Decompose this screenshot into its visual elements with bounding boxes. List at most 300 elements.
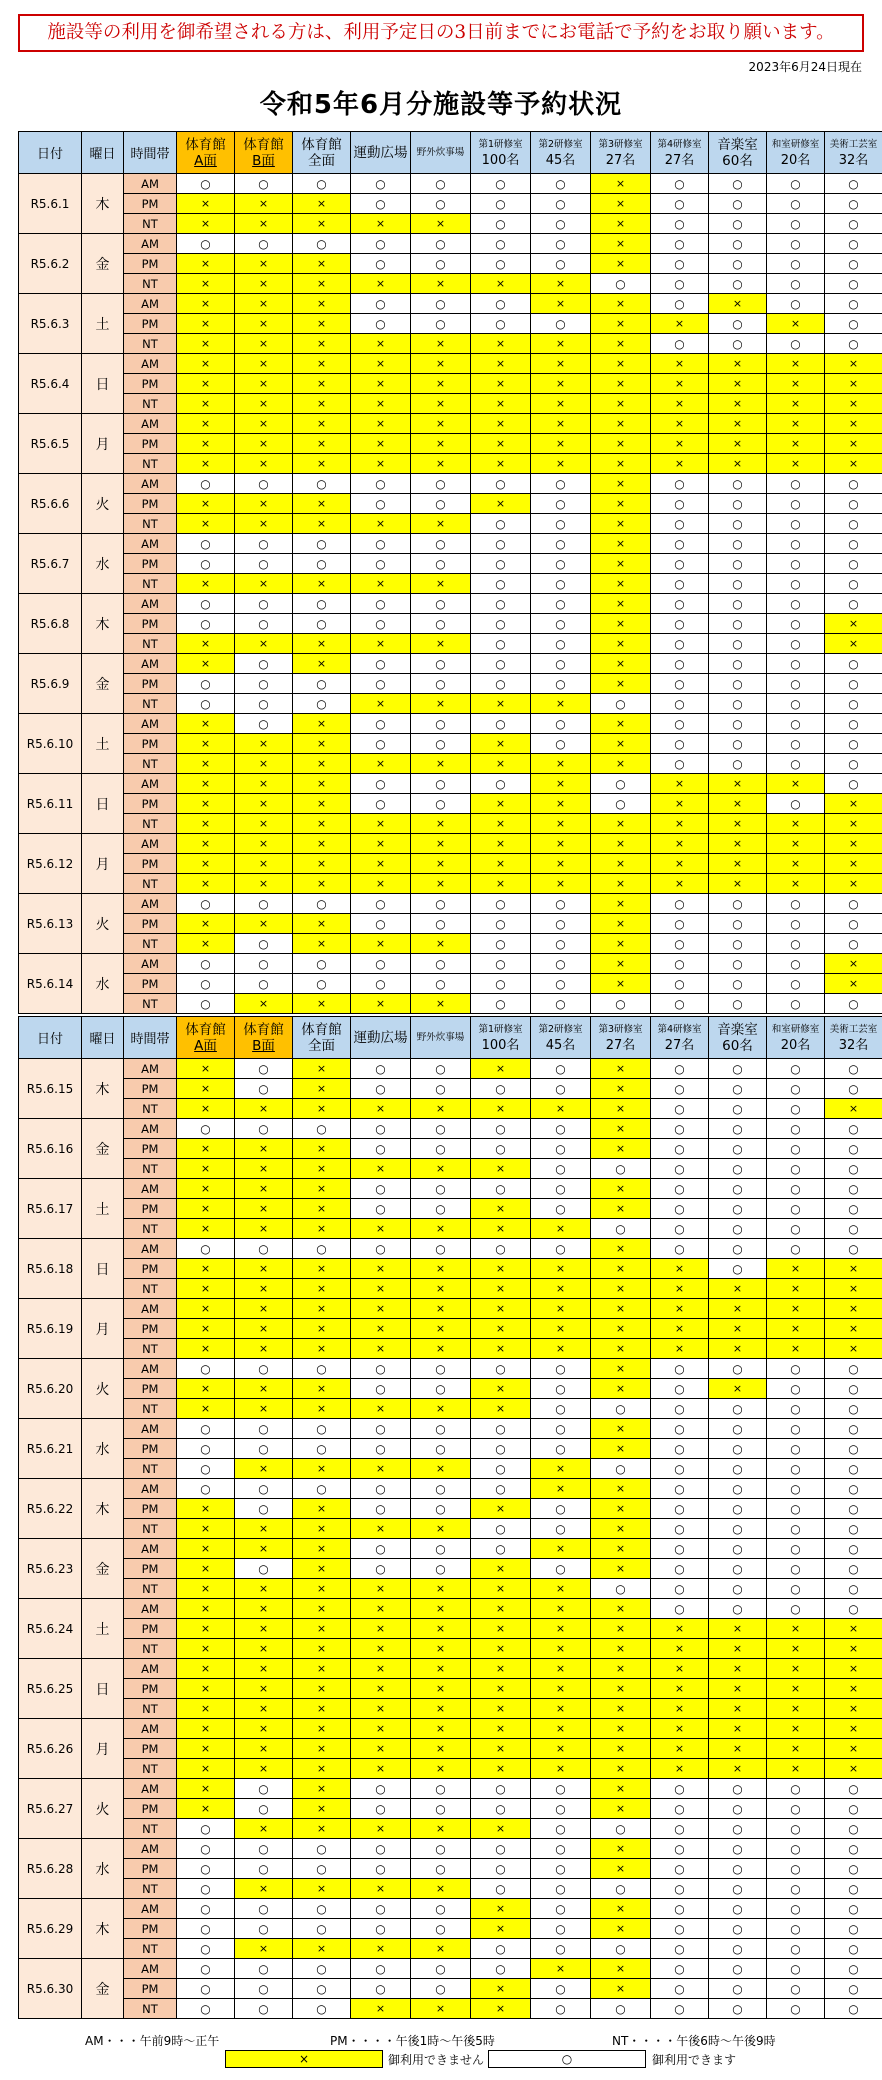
status-cell-music-room: ○ [709,1459,767,1479]
status-cell-music-room: × [709,1619,767,1639]
status-cell-art-room: ○ [825,1539,882,1559]
table-row [19,1879,882,1899]
status-cell-gym-b: ○ [235,474,293,494]
status-cell-sports-field: ○ [351,594,411,614]
status-cell-japanese-room: ○ [767,894,825,914]
status-cell-room2: × [531,1619,591,1639]
status-cell-art-room: × [825,794,882,814]
status-cell-art-room: ○ [825,1859,882,1879]
status-cell-art-room: ○ [825,494,882,514]
status-cell-gym-full: × [293,1619,351,1639]
header-sports-field [351,132,411,174]
status-cell-japanese-room: ○ [767,1439,825,1459]
status-cell-music-room: × [709,294,767,314]
status-cell-gym-full: × [293,374,351,394]
table-row [19,294,882,314]
header-text: 体育館 [243,136,284,153]
status-cell-japanese-room: × [767,314,825,334]
status-cell-room4: ○ [651,1059,709,1079]
status-cell-gym-a: × [177,754,235,774]
status-cell-sports-field: ○ [351,614,411,634]
status-cell-room4: ○ [651,1219,709,1239]
status-cell-outdoor-kitchen: × [411,1159,471,1179]
status-cell-sports-field: × [351,1939,411,1959]
status-cell-room2: × [531,1599,591,1619]
status-cell-room2: × [531,774,591,794]
table-row [19,434,882,454]
status-cell-music-room: × [709,1679,767,1699]
time-slot-cell: PM [124,1919,177,1939]
status-cell-room3: × [591,1299,651,1319]
status-cell-gym-a: ○ [177,1359,235,1379]
status-cell-outdoor-kitchen: ○ [411,1379,471,1399]
status-cell-room1: ○ [471,634,531,654]
header-text: 第3研修室 [598,1023,643,1035]
status-cell-room1: × [471,1659,531,1679]
status-cell-art-room: ○ [825,334,882,354]
status-cell-room3: × [591,1779,651,1799]
status-cell-sports-field: × [351,434,411,454]
status-cell-art-room: ○ [825,194,882,214]
status-cell-music-room: ○ [709,1859,767,1879]
status-cell-sports-field: × [351,514,411,534]
status-cell-room3: × [591,834,651,854]
status-cell-music-room: × [709,1639,767,1659]
status-cell-room2: × [531,794,591,814]
time-slot-cell: NT [124,694,177,714]
status-cell-art-room: ○ [825,234,882,254]
status-cell-japanese-room: ○ [767,634,825,654]
status-cell-sports-field: × [351,1879,411,1899]
status-cell-outdoor-kitchen: × [411,1639,471,1659]
table-row [19,714,882,734]
status-cell-art-room: ○ [825,1579,882,1599]
table-row [19,1819,882,1839]
status-cell-japanese-room: ○ [767,1139,825,1159]
status-cell-room2: × [531,1099,591,1119]
status-cell-sports-field: × [351,374,411,394]
status-cell-sports-field: ○ [351,474,411,494]
status-cell-gym-a: × [177,194,235,214]
status-cell-art-room: ○ [825,914,882,934]
status-cell-music-room: ○ [709,174,767,194]
status-cell-outdoor-kitchen: ○ [411,894,471,914]
status-cell-art-room: ○ [825,654,882,674]
status-cell-gym-b: ○ [235,934,293,954]
status-cell-gym-full: ○ [293,174,351,194]
date-cell: R5.6.28 [19,1839,82,1899]
date-cell: R5.6.22 [19,1479,82,1539]
status-cell-art-room: ○ [825,1959,882,1979]
status-cell-room3: ○ [591,274,651,294]
status-cell-gym-full: × [293,1219,351,1239]
time-slot-cell: PM [124,1739,177,1759]
legend-available-swatch: ○ [488,2050,646,2068]
status-cell-outdoor-kitchen: ○ [411,1439,471,1459]
status-cell-japanese-room: ○ [767,1379,825,1399]
time-slot-cell: NT [124,1159,177,1179]
status-cell-gym-a: × [177,874,235,894]
status-cell-japanese-room: ○ [767,914,825,934]
status-cell-gym-full: × [293,1399,351,1419]
status-cell-gym-a: × [177,414,235,434]
status-cell-gym-a: × [177,814,235,834]
status-cell-room4: × [651,374,709,394]
time-slot-cell: NT [124,1999,177,2019]
status-cell-gym-b: ○ [235,1079,293,1099]
status-cell-gym-b: × [235,1939,293,1959]
date-cell: R5.6.25 [19,1659,82,1719]
status-cell-gym-b: ○ [235,654,293,674]
table-row [19,514,882,534]
date-cell: R5.6.7 [19,534,82,594]
status-cell-room2: ○ [531,1199,591,1219]
status-cell-japanese-room: × [767,774,825,794]
status-cell-gym-full: ○ [293,234,351,254]
status-cell-room1: × [471,1739,531,1759]
status-cell-room3: × [591,954,651,974]
status-cell-gym-a: × [177,1659,235,1679]
status-cell-gym-a: ○ [177,1459,235,1479]
status-cell-art-room: × [825,374,882,394]
status-cell-room4: × [651,794,709,814]
status-cell-art-room: ○ [825,1079,882,1099]
time-slot-cell: NT [124,1939,177,1959]
status-cell-gym-full: ○ [293,1419,351,1439]
status-cell-gym-a: × [177,514,235,534]
table-row [19,1259,882,1279]
status-cell-gym-a: × [177,1099,235,1119]
status-cell-gym-b: × [235,374,293,394]
table-row [19,254,882,274]
time-slot-cell: AM [124,654,177,674]
header-slot [124,132,177,174]
status-cell-outdoor-kitchen: ○ [411,1919,471,1939]
status-cell-japanese-room: × [767,1339,825,1359]
status-cell-sports-field: × [351,994,411,1014]
status-cell-music-room: ○ [709,1599,767,1619]
status-cell-gym-a: × [177,1199,235,1219]
status-cell-gym-b: × [235,774,293,794]
status-cell-gym-b: × [235,1139,293,1159]
table-row [19,274,882,294]
date-cell: R5.6.8 [19,594,82,654]
header-text: 20名 [780,1037,811,1053]
status-cell-japanese-room: ○ [767,1399,825,1419]
status-cell-gym-a: × [177,854,235,874]
status-cell-room3: × [591,754,651,774]
status-cell-room2: × [531,874,591,894]
status-cell-room3: × [591,1799,651,1819]
status-cell-room4: ○ [651,894,709,914]
status-cell-sports-field: × [351,1699,411,1719]
status-cell-room4: ○ [651,1099,709,1119]
status-cell-room3: × [591,594,651,614]
status-cell-gym-a: ○ [177,994,235,1014]
time-slot-cell: NT [124,334,177,354]
time-slot-cell: NT [124,1519,177,1539]
weekday-cell: 木 [82,1479,124,1539]
status-cell-room3: × [591,294,651,314]
status-cell-room2: ○ [531,174,591,194]
time-slot-cell: PM [124,614,177,634]
status-cell-room4: ○ [651,1159,709,1179]
status-cell-sports-field: ○ [351,1959,411,1979]
status-cell-sports-field: ○ [351,1139,411,1159]
status-cell-room1: × [471,1339,531,1359]
status-cell-outdoor-kitchen: × [411,1719,471,1739]
time-slot-cell: PM [124,734,177,754]
status-cell-gym-full: ○ [293,1959,351,1979]
status-cell-outdoor-kitchen: ○ [411,774,471,794]
status-cell-music-room: ○ [709,234,767,254]
status-cell-room2: × [531,374,591,394]
status-cell-gym-b: × [235,1579,293,1599]
status-cell-gym-b: × [235,1539,293,1559]
status-cell-sports-field: ○ [351,1179,411,1199]
status-cell-room2: ○ [531,894,591,914]
status-cell-outdoor-kitchen: ○ [411,1859,471,1879]
status-cell-sports-field: × [351,634,411,654]
status-cell-room4: ○ [651,1999,709,2019]
status-cell-sports-field: ○ [351,1899,411,1919]
time-slot-cell: PM [124,1199,177,1219]
header-text: B面 [252,1037,275,1054]
legend-nt: NT・・・・午後6時～午後9時 [612,2034,776,2048]
status-cell-room4: ○ [651,1499,709,1519]
header-text: 日付 [36,147,63,162]
status-cell-art-room: × [825,1099,882,1119]
status-cell-gym-a: × [177,1519,235,1539]
status-cell-japanese-room: ○ [767,1919,825,1939]
time-slot-cell: NT [124,454,177,474]
date-cell: R5.6.11 [19,774,82,834]
status-cell-music-room: × [709,1339,767,1359]
status-cell-room1: × [471,1279,531,1299]
status-cell-outdoor-kitchen: ○ [411,1179,471,1199]
header-dow [82,132,124,174]
status-cell-room2: × [531,834,591,854]
status-cell-japanese-room: ○ [767,954,825,974]
status-cell-japanese-room: ○ [767,1179,825,1199]
table-row [19,1399,882,1419]
status-cell-room4: ○ [651,1399,709,1419]
status-cell-room4: × [651,414,709,434]
status-cell-outdoor-kitchen: × [411,1099,471,1119]
status-cell-gym-a: × [177,774,235,794]
status-cell-gym-a: × [177,654,235,674]
table-row [19,874,882,894]
status-cell-outdoor-kitchen: ○ [411,1479,471,1499]
status-cell-room3: × [591,1339,651,1359]
time-slot-cell: PM [124,1499,177,1519]
status-cell-gym-full: × [293,754,351,774]
schedule-table-2 [18,1016,882,2019]
status-cell-room2: ○ [531,1239,591,1259]
table-row [19,794,882,814]
status-cell-sports-field: ○ [351,894,411,914]
status-cell-gym-full: × [293,1059,351,1079]
status-cell-room3: × [591,534,651,554]
weekday-cell: 木 [82,1899,124,1959]
table-row [19,334,882,354]
status-cell-room1: ○ [471,594,531,614]
header-text: 日付 [36,1032,63,1047]
status-cell-art-room: × [825,1319,882,1339]
status-cell-gym-b: × [235,434,293,454]
status-cell-sports-field: ○ [351,954,411,974]
status-cell-japanese-room: ○ [767,614,825,634]
weekday-cell: 日 [82,1659,124,1719]
time-slot-cell: NT [124,1459,177,1479]
status-cell-room1: ○ [471,574,531,594]
status-cell-room1: ○ [471,1139,531,1159]
table-row [19,1239,882,1259]
status-cell-outdoor-kitchen: ○ [411,1499,471,1519]
status-cell-room4: × [651,1739,709,1759]
status-cell-room2: × [531,1639,591,1659]
table-row [19,614,882,634]
status-cell-gym-full: × [293,794,351,814]
table-row [19,1979,882,1999]
status-cell-room1: ○ [471,1839,531,1859]
status-cell-music-room: ○ [709,634,767,654]
status-cell-outdoor-kitchen: ○ [411,714,471,734]
status-cell-room1: ○ [471,214,531,234]
status-cell-room3: × [591,1959,651,1979]
date-cell: R5.6.4 [19,354,82,414]
status-cell-music-room: ○ [709,594,767,614]
status-cell-outdoor-kitchen: × [411,394,471,414]
table-row [19,1679,882,1699]
status-cell-japanese-room: × [767,1619,825,1639]
status-cell-music-room: ○ [709,1899,767,1919]
status-cell-room3: × [591,1919,651,1939]
time-slot-cell: AM [124,1659,177,1679]
status-cell-room4: × [651,1339,709,1359]
status-cell-japanese-room: × [767,414,825,434]
status-cell-japanese-room: ○ [767,794,825,814]
status-cell-room3: × [591,1479,651,1499]
status-cell-room4: × [651,1679,709,1699]
status-cell-gym-full: × [293,1499,351,1519]
status-cell-japanese-room: × [767,1699,825,1719]
status-cell-japanese-room: × [767,434,825,454]
status-cell-gym-b: ○ [235,1479,293,1499]
status-cell-room1: ○ [471,514,531,534]
status-cell-room3: × [591,854,651,874]
status-cell-room1: × [471,834,531,854]
status-cell-gym-full: × [293,1199,351,1219]
status-cell-room3: ○ [591,794,651,814]
status-cell-gym-a: × [177,1179,235,1199]
status-cell-gym-b: × [235,814,293,834]
status-cell-room3: × [591,174,651,194]
status-cell-sports-field: × [351,1819,411,1839]
status-cell-gym-b: × [235,294,293,314]
status-cell-room4: ○ [651,534,709,554]
status-cell-room4: ○ [651,194,709,214]
status-cell-japanese-room: × [767,814,825,834]
status-cell-sports-field: ○ [351,1799,411,1819]
status-cell-gym-full: × [293,914,351,934]
status-cell-gym-b: × [235,1879,293,1899]
weekday-cell: 月 [82,414,124,474]
status-cell-room3: ○ [591,994,651,1014]
time-slot-cell: NT [124,994,177,1014]
status-cell-gym-b: ○ [235,1959,293,1979]
status-cell-outdoor-kitchen: ○ [411,594,471,614]
status-cell-sports-field: × [351,1319,411,1339]
status-cell-music-room: ○ [709,1839,767,1859]
status-cell-room4: × [651,434,709,454]
status-cell-gym-b: × [235,334,293,354]
status-cell-room2: × [531,354,591,374]
status-cell-room1: ○ [471,1479,531,1499]
status-cell-music-room: ○ [709,1239,767,1259]
status-cell-gym-a: ○ [177,974,235,994]
status-cell-outdoor-kitchen: × [411,754,471,774]
status-cell-sports-field: × [351,1659,411,1679]
status-cell-gym-b: ○ [235,1799,293,1819]
status-cell-gym-full: ○ [293,474,351,494]
status-cell-gym-b: × [235,254,293,274]
table-row [19,414,882,434]
status-cell-gym-a: ○ [177,1899,235,1919]
status-cell-room1: ○ [471,254,531,274]
status-cell-outdoor-kitchen: ○ [411,1539,471,1559]
status-cell-room1: × [471,854,531,874]
status-cell-gym-full: ○ [293,1839,351,1859]
status-cell-room4: ○ [651,1819,709,1839]
date-cell: R5.6.30 [19,1959,82,2019]
status-cell-gym-a: ○ [177,894,235,914]
status-cell-room3: × [591,494,651,514]
status-cell-room3: × [591,554,651,574]
table-row [19,1519,882,1539]
header-text: 時間帯 [130,1032,170,1047]
table-row [19,1359,882,1379]
status-cell-art-room: × [825,1679,882,1699]
status-cell-room4: ○ [651,1119,709,1139]
status-cell-room4: × [651,1279,709,1299]
status-cell-japanese-room: × [767,1719,825,1739]
table-row [19,854,882,874]
status-cell-art-room: ○ [825,1559,882,1579]
status-cell-outdoor-kitchen: × [411,574,471,594]
date-cell: R5.6.26 [19,1719,82,1779]
header-text: 27名 [664,152,695,168]
status-cell-gym-a: ○ [177,534,235,554]
status-cell-room1: × [471,334,531,354]
status-cell-music-room: ○ [709,1179,767,1199]
status-cell-gym-full: ○ [293,554,351,574]
table-row [19,1479,882,1499]
status-cell-room2: × [531,1279,591,1299]
status-cell-music-room: ○ [709,1479,767,1499]
table-row [19,534,882,554]
status-cell-room2: ○ [531,514,591,534]
status-cell-gym-a: × [177,934,235,954]
status-cell-gym-full: × [293,774,351,794]
status-cell-gym-b: × [235,1099,293,1119]
status-cell-room1: × [471,1299,531,1319]
status-cell-gym-a: × [177,834,235,854]
weekday-cell: 月 [82,1299,124,1359]
status-cell-sports-field: × [351,334,411,354]
status-cell-music-room: ○ [709,514,767,534]
status-cell-gym-full: ○ [293,1859,351,1879]
